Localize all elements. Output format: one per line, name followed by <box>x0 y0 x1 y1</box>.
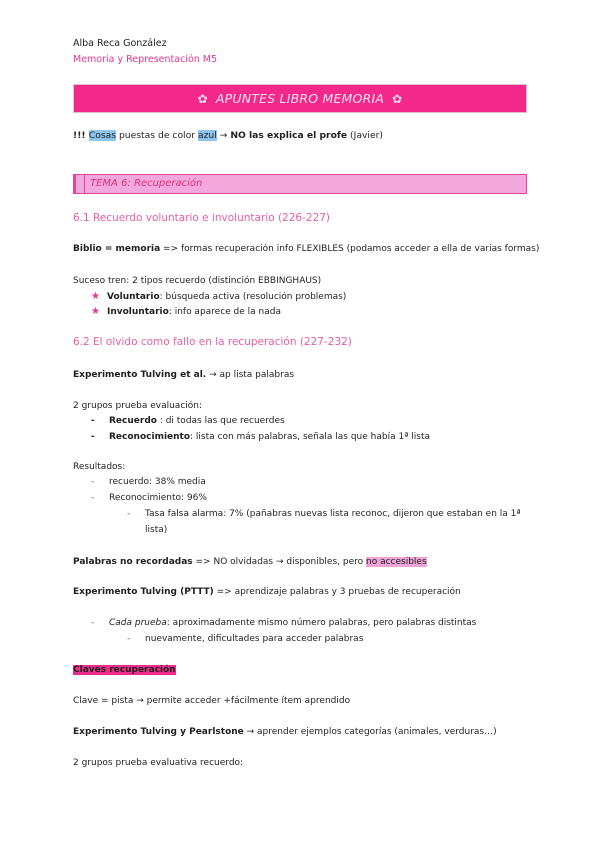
heading-6-2: 6.2 El olvido como fallo en la recuperación (227-232) <box>73 336 352 348</box>
no-recalled-line: Palabras no recordadas => NO olvidadas → disponibles, pero no accesibles <box>73 557 427 567</box>
list-item: - Reconocimiento: lista con más palabras, señala las que había 1ª lista <box>91 432 431 442</box>
suceso-line: Suceso tren: 2 tipos recuerdo (distinción EBBINGHAUS) <box>73 276 322 286</box>
results-label: Resultados: <box>73 462 126 472</box>
flower-icon: ✿ <box>197 91 208 106</box>
section-header <box>73 174 527 194</box>
list-item: ★ Voluntario: búsqueda activa (resolución problemas) <box>91 291 347 302</box>
star-bullet-icon: ★ <box>91 291 100 302</box>
experiment-1: Experimento Tulving et al. → ap lista palabras <box>73 370 295 380</box>
claves-heading: Claves recuperación <box>73 665 176 675</box>
banner-title: APUNTES LIBRO MEMORIA <box>215 91 385 106</box>
subject-title: Memoria y Representación M5 <box>73 54 218 65</box>
list-item: - Recuerdo : di todas las que recuerdes <box>91 416 285 426</box>
color-legend-note: !!! Cosas puestas de color azul → NO las explica el profe (Javier) <box>73 130 383 141</box>
list-item: ★ Involuntario: info aparece de la nada <box>91 306 281 317</box>
clave-line: Clave = pista → permite acceder +fácilmente ítem aprendido <box>73 696 351 706</box>
list-item-continued: lista) <box>145 525 168 535</box>
notes-banner <box>73 84 527 113</box>
list-item: - Cada prueba: aproximadamente mismo número palabras, pero palabras distintas <box>91 618 477 628</box>
groups2-line: 2 grupos prueba evaluativa recuerdo: <box>73 758 244 768</box>
experiment-3: Experimento Tulving y Pearlstone → aprender ejemplos categorías (animales, verduras…) <box>73 727 497 737</box>
list-item: - Tasa falsa alarma: 7% (pañabras nuevas lista reconoc, dijeron que estaban en la 1ª <box>127 509 521 519</box>
star-bullet-icon: ★ <box>91 306 100 317</box>
heading-6-1: 6.1 Recuerdo voluntario e involuntario (226-227) <box>73 212 331 224</box>
list-item: - nuevamente, dificultades para acceder palabras <box>127 634 364 644</box>
experiment-2: Experimento Tulving (PTTT) => aprendizaje palabras y 3 pruebas de recuperación <box>73 587 461 597</box>
section-title: TEMA 6: Recuperación <box>84 175 202 193</box>
list-item: - Reconocimiento: 96% <box>91 493 207 503</box>
groups-line: 2 grupos prueba evaluación: <box>73 401 203 411</box>
list-item: - recuerdo: 38% media <box>91 477 206 487</box>
biblio-line: Biblio = memoria => formas recuperación info FLEXIBLES (podamos acceder a ella de varias formas) <box>73 244 540 254</box>
flower-icon: ✿ <box>392 91 403 106</box>
author-name: Alba Reca González <box>73 38 167 49</box>
